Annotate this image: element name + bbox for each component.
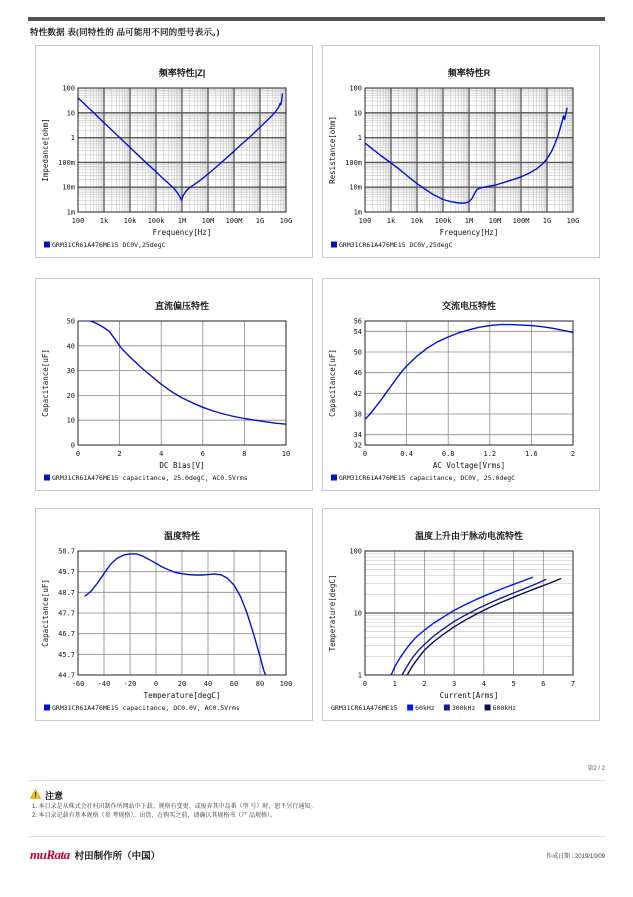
chart-title: 直流偏压特性 xyxy=(154,301,210,311)
y-tick-label: 56 xyxy=(353,317,362,326)
x-tick-label: 10k xyxy=(410,217,424,225)
x-tick-label: 100k xyxy=(434,217,452,225)
legend-swatch xyxy=(44,475,50,481)
footer-divider-top xyxy=(28,780,605,781)
grid-major xyxy=(78,88,286,212)
y-tick-label: 45.7 xyxy=(58,650,75,659)
x-tick-label: 0.4 xyxy=(400,450,413,458)
x-tick-label: -60 xyxy=(71,680,85,688)
y-tick-label: 10 xyxy=(66,416,75,425)
warning-icon xyxy=(30,786,41,804)
x-axis-label: DC Bias[V] xyxy=(159,461,205,470)
y-tick-label: 10m xyxy=(62,183,75,192)
x-tick-label: 6 xyxy=(541,680,546,688)
x-tick-label: 0.8 xyxy=(441,450,455,458)
chart-panel-ac-voltage xyxy=(322,278,600,491)
legend-swatch xyxy=(44,242,50,248)
plot-border xyxy=(365,321,573,445)
x-tick-label: 0 xyxy=(75,450,81,458)
x-tick-label: 100k xyxy=(147,217,165,225)
y-tick-label: 100m xyxy=(345,158,362,167)
x-tick-label: 1k xyxy=(386,217,396,225)
y-tick-label: 100 xyxy=(349,547,362,556)
legend-label: 60kHz xyxy=(415,704,435,712)
x-tick-label: 100 xyxy=(71,217,85,225)
chart-svg xyxy=(323,509,599,720)
legend-label: 300kHz xyxy=(451,704,476,712)
x-tick-label: 10G xyxy=(279,217,293,225)
y-tick-label: 50 xyxy=(353,348,362,357)
x-tick-label: 1k xyxy=(99,217,109,225)
legend-swatch xyxy=(44,705,50,711)
data-curve-C-ACvolt xyxy=(365,325,573,420)
y-tick-label: 10 xyxy=(66,109,75,118)
x-axis-label: Frequency[Hz] xyxy=(152,228,212,237)
data-curve-C-DCbias xyxy=(78,320,286,424)
y-tick-label: 100 xyxy=(349,84,362,93)
y-tick-label: 34 xyxy=(353,431,362,440)
x-tick-label: 0 xyxy=(362,450,368,458)
x-tick-label: 1.6 xyxy=(525,450,538,458)
y-tick-label: 1m xyxy=(353,208,362,217)
x-tick-label: 2 xyxy=(422,680,427,688)
y-tick-label: 48.7 xyxy=(58,588,75,597)
legend-label: GRM31CR61A476ME15 capacitance, DC0V, 25.0degC xyxy=(339,474,516,482)
legend-swatch xyxy=(331,242,337,248)
x-tick-label: 0 xyxy=(153,680,159,688)
y-tick-label: 40 xyxy=(66,342,75,351)
x-tick-label: 0 xyxy=(362,680,368,688)
y-tick-label: 54 xyxy=(353,327,362,336)
x-tick-label: 2 xyxy=(570,450,576,458)
x-axis-label: Temperature[degC] xyxy=(143,691,221,700)
legend-swatch xyxy=(444,705,450,711)
footer-divider-bottom xyxy=(28,836,605,837)
x-tick-label: 60 xyxy=(229,680,239,688)
chart-svg xyxy=(323,279,599,490)
x-tick-label: 1M xyxy=(177,217,187,225)
x-tick-label: 4 xyxy=(159,450,164,458)
grid-minor xyxy=(365,554,573,656)
page-number: 第2 / 2 xyxy=(587,766,605,772)
x-tick-label: 4 xyxy=(481,680,486,688)
x-tick-label: 100 xyxy=(279,680,293,688)
legend-swatch xyxy=(407,705,413,711)
legend-label: GRM31CR61A476ME15 capacitance, DC0.0V, AC0.5Vrms xyxy=(52,704,240,712)
murata-logo: muRata xyxy=(30,847,70,862)
chart-title: 频率特性|Z| xyxy=(158,68,206,78)
chart-title: 频率特性R xyxy=(447,68,491,78)
legend-label: GRM31CR61A476ME15 DC0V,25degC xyxy=(52,241,166,249)
x-tick-label: 80 xyxy=(255,680,265,688)
legend-label: GRM31CR61A476ME15 capacitance, 25.0degC, AC0.5Vrms xyxy=(52,474,248,482)
data-curve-C-temp xyxy=(85,554,267,677)
y-tick-label: 1 xyxy=(70,134,75,143)
chart-title: 温度上升由于脉动电流特性 xyxy=(414,531,524,541)
page-title: 特性数据 表(同特性的 品可能用不同的型号表示。) xyxy=(30,27,220,37)
creation-date: 作成日期 : 2019/10/09 xyxy=(545,854,605,860)
notice-row xyxy=(30,786,63,804)
y-tick-label: 30 xyxy=(66,367,75,376)
x-tick-label: -20 xyxy=(123,680,137,688)
chart-svg xyxy=(36,279,312,490)
chart-svg xyxy=(323,46,599,257)
y-tick-label: 10 xyxy=(353,609,362,618)
legend-swatch xyxy=(331,475,337,481)
y-tick-label: 10m xyxy=(349,183,362,192)
chart-panel-impedance-frequency xyxy=(35,45,313,258)
chart-panel-temperature xyxy=(35,508,313,721)
chart-panel-dc-bias xyxy=(35,278,313,491)
data-curve-300kHz xyxy=(402,579,546,675)
grid-major xyxy=(78,321,286,445)
y-tick-label: 50 xyxy=(66,317,75,326)
x-tick-label: 5 xyxy=(511,680,516,688)
x-tick-label: 100M xyxy=(512,217,530,225)
footer-notes xyxy=(32,803,592,820)
y-axis-label: Capacitance[uF] xyxy=(41,349,50,417)
top-divider-bar xyxy=(28,17,605,21)
y-axis-label: Temperature[degC] xyxy=(328,574,337,652)
x-tick-label: 1.2 xyxy=(483,450,497,458)
y-tick-label: 42 xyxy=(353,389,362,398)
x-tick-label: 8 xyxy=(242,450,247,458)
x-tick-label: 10k xyxy=(123,217,137,225)
y-tick-label: 38 xyxy=(353,410,362,419)
y-axis-label: Capacitance[uF] xyxy=(328,349,337,417)
x-tick-label: 1G xyxy=(255,217,265,225)
y-tick-label: 0 xyxy=(70,441,75,450)
x-tick-label: 6 xyxy=(200,450,205,458)
legend-label: GRM31CR61A476ME15 DC0V,25degC xyxy=(339,241,453,249)
y-tick-label: 10 xyxy=(353,109,362,118)
y-tick-label: 50.7 xyxy=(58,547,75,556)
x-tick-label: 40 xyxy=(203,680,213,688)
chart-panel-ripple-current xyxy=(322,508,600,721)
x-tick-label: 10G xyxy=(566,217,580,225)
x-axis-label: AC Voltage[Vrms] xyxy=(432,461,506,470)
x-tick-label: 7 xyxy=(570,680,576,688)
y-tick-label: 49.7 xyxy=(58,568,75,577)
y-tick-label: 100m xyxy=(58,158,75,167)
y-tick-label: 1 xyxy=(357,134,362,143)
chart-svg xyxy=(36,509,312,720)
y-axis-label: Impedance[ohm] xyxy=(41,118,50,182)
y-tick-label: 20 xyxy=(66,391,75,400)
y-tick-label: 44.7 xyxy=(58,671,75,680)
y-tick-label: 100 xyxy=(62,84,75,93)
y-tick-label: 32 xyxy=(353,441,362,450)
y-tick-label: 46.7 xyxy=(58,630,75,639)
y-tick-label: 1m xyxy=(66,208,75,217)
y-tick-label: 46 xyxy=(353,369,362,378)
y-axis-label: Capacitance[uF] xyxy=(41,579,50,647)
y-axis-label: Resistance[ohm] xyxy=(328,116,337,184)
legend-swatch xyxy=(485,705,491,711)
x-tick-label: 20 xyxy=(177,680,187,688)
x-tick-label: 3 xyxy=(452,680,457,688)
grid-major xyxy=(365,88,573,212)
grid-major xyxy=(78,551,286,675)
plot-border xyxy=(78,321,286,445)
legend-label: 600kHz xyxy=(492,704,517,712)
y-tick-label: 1 xyxy=(357,671,362,680)
x-tick-label: -40 xyxy=(97,680,111,688)
y-tick-label: 47.7 xyxy=(58,609,75,618)
chart-title: 交流电压特性 xyxy=(441,301,497,311)
x-tick-label: 10M xyxy=(488,217,502,225)
company-name: 村田制作所（中国） xyxy=(74,851,161,862)
chart-title: 温度特性 xyxy=(163,531,201,541)
footer-brand xyxy=(30,847,160,863)
x-tick-label: 1 xyxy=(392,680,397,688)
x-tick-label: 1M xyxy=(464,217,474,225)
x-tick-label: 100M xyxy=(225,217,243,225)
grid-major xyxy=(365,321,573,445)
data-curve-60kHz xyxy=(391,577,533,675)
x-tick-label: 100 xyxy=(358,217,372,225)
x-tick-label: 10M xyxy=(201,217,215,225)
x-tick-label: 1G xyxy=(542,217,552,225)
x-tick-label: 10 xyxy=(281,450,291,458)
notice-title: 注意 xyxy=(45,790,64,801)
x-tick-label: 2 xyxy=(117,450,122,458)
note-line-1: 1. 本目录是从株式会社村田制作所网站中下载。规格有变更、或废弃其中品番（型 号）时，恕不另行通知。 xyxy=(32,804,317,810)
x-axis-label: Current[Arms] xyxy=(439,691,499,700)
x-axis-label: Frequency[Hz] xyxy=(439,228,499,237)
chart-svg xyxy=(36,46,312,257)
legend-label: GRM31CR61A476ME15 xyxy=(331,704,398,712)
note-line-2: 2. 本目录记载有基本规格（参 考规格）。出货、在购买之前，请确认其规格书（产 品规格）。 xyxy=(32,812,277,819)
chart-panel-resistance-frequency xyxy=(322,45,600,258)
data-curve-Z xyxy=(78,94,282,201)
